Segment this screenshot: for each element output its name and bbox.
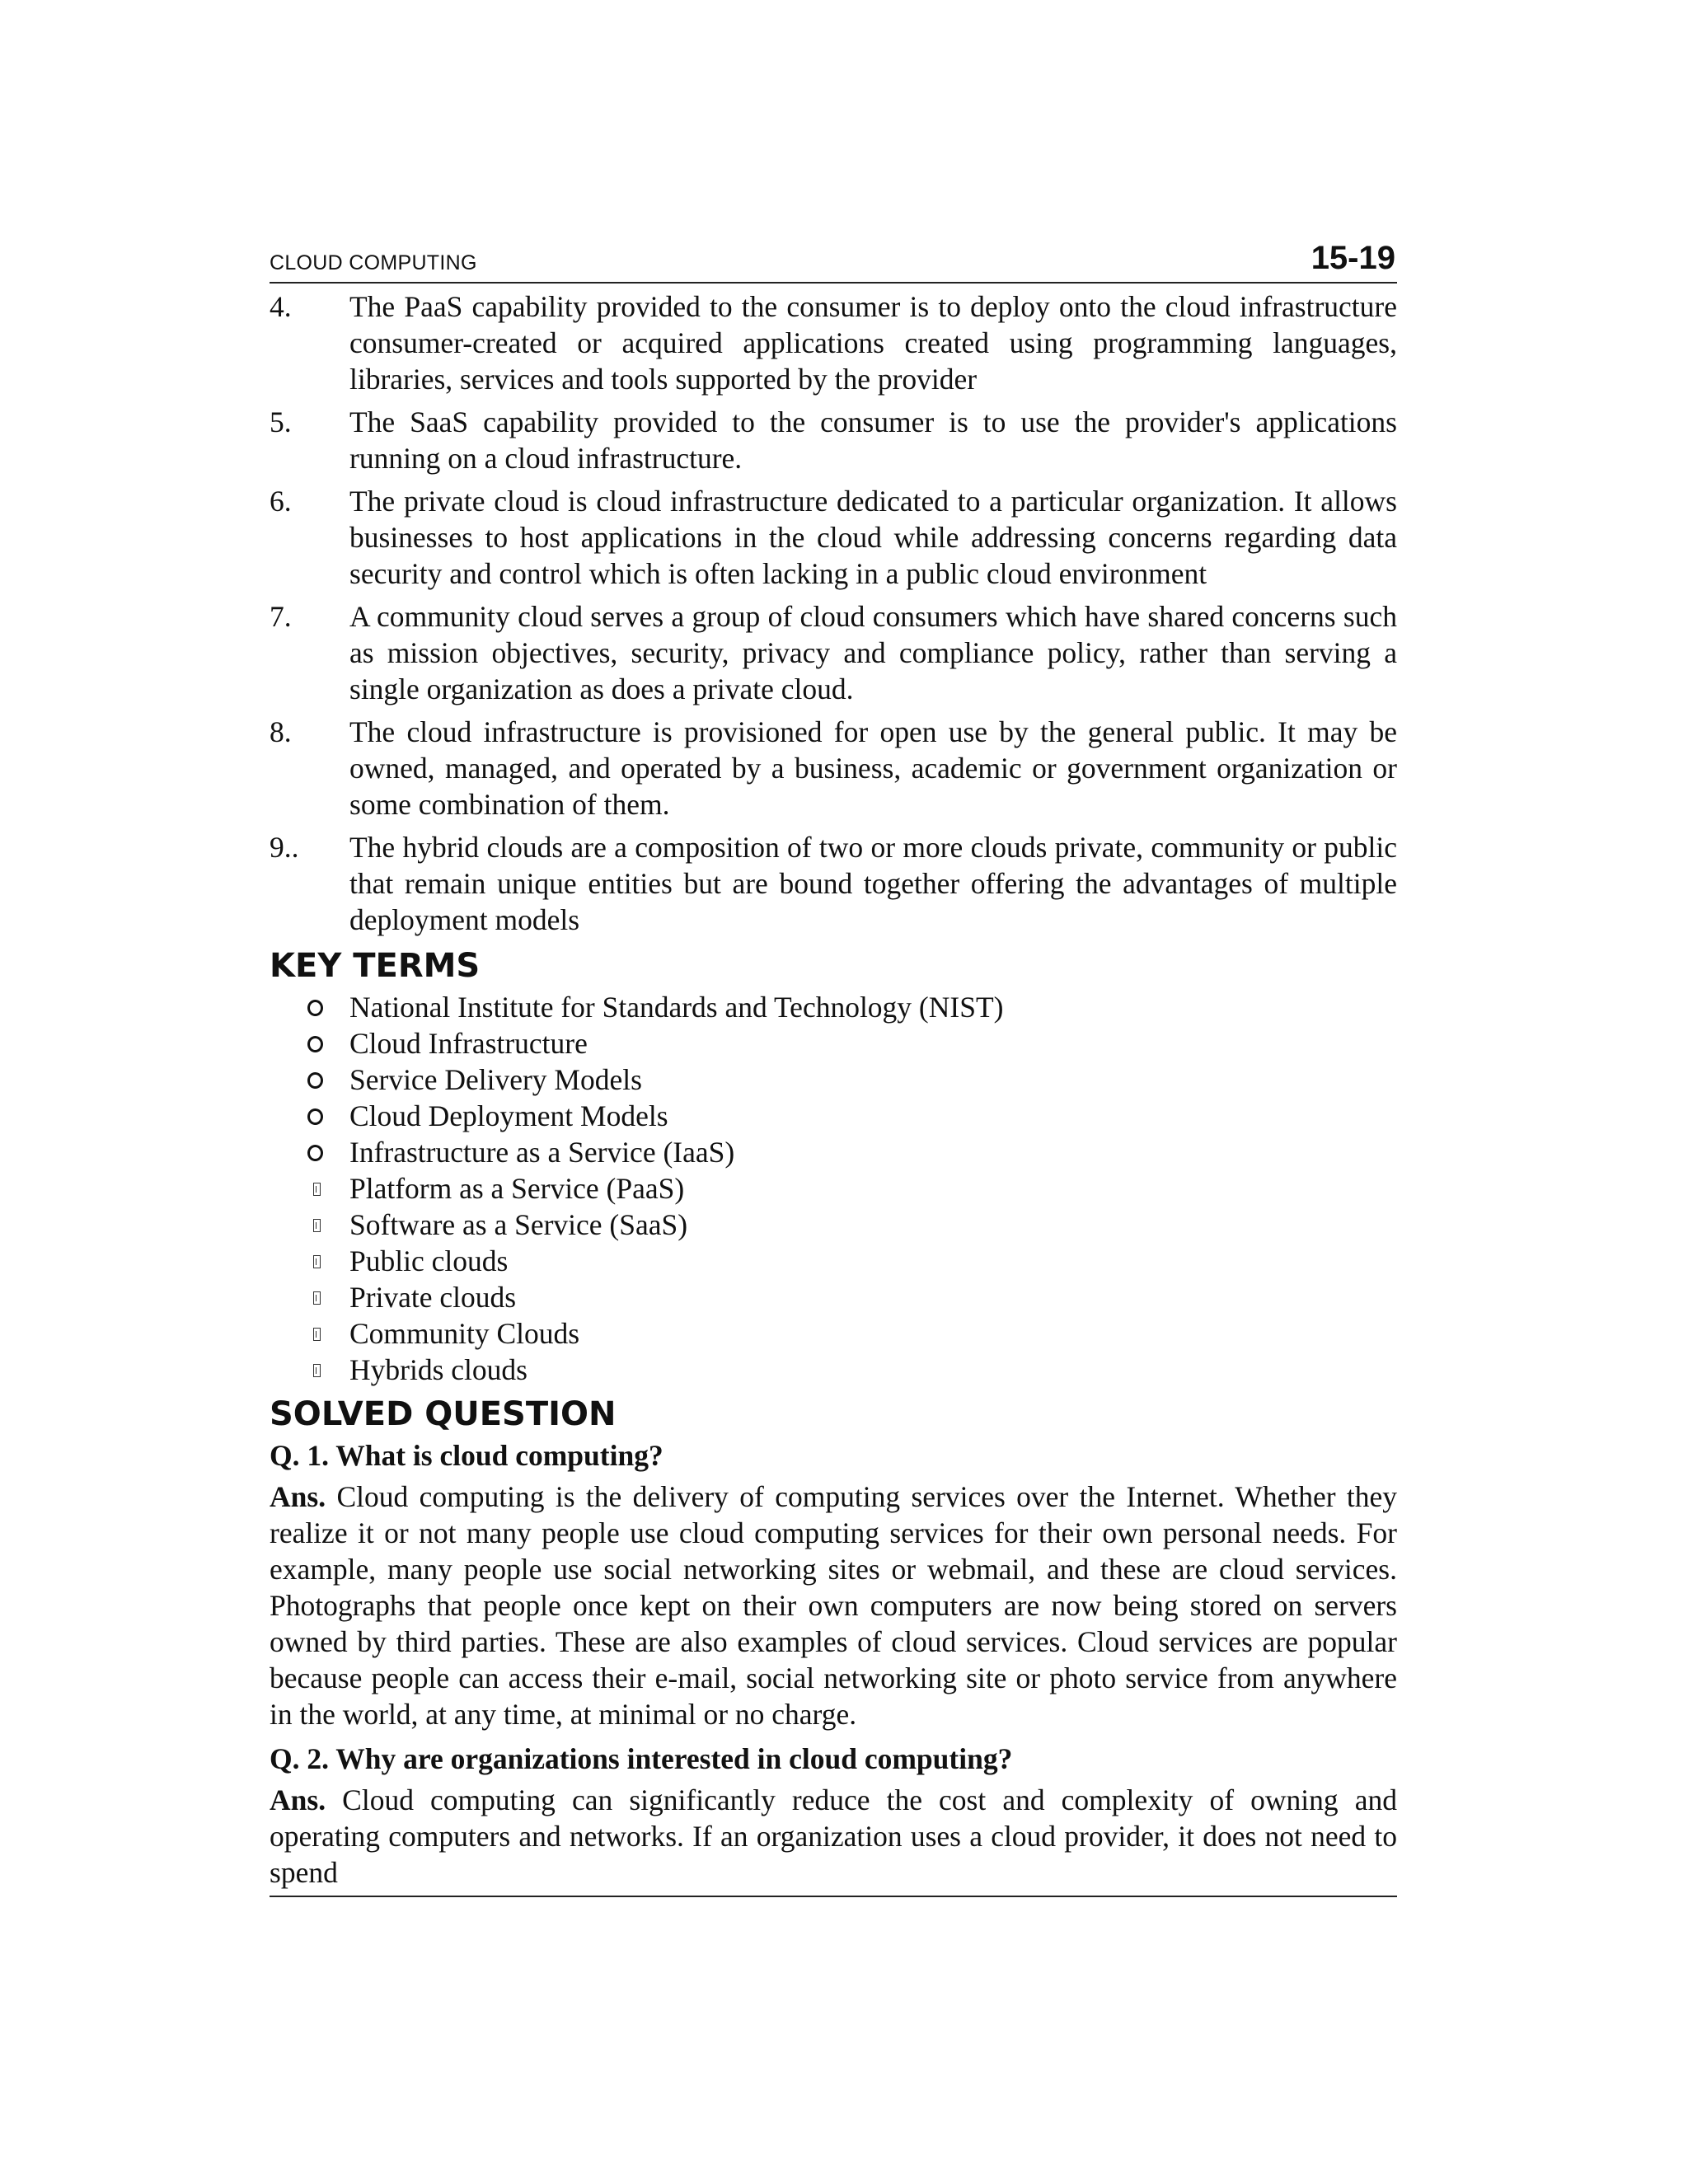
key-term-text: Community Clouds: [349, 1317, 580, 1350]
missing-glyph-icon: [313, 1328, 321, 1341]
key-term-text: National Institute for Standards and Technology (NIST): [349, 991, 1004, 1024]
item-text: The hybrid clouds are a composition of two or more clouds private, community or public that remain unique entities but are bound together offering the advantages of multiple deployment models: [349, 831, 1397, 936]
list-item: [270, 288, 1397, 397]
answer-paragraph: [270, 1782, 1397, 1891]
list-item: [270, 829, 1397, 938]
key-term-text: Software as a Service (SaaS): [349, 1208, 688, 1241]
key-term-item: [270, 1098, 1397, 1134]
book-page: [270, 239, 1397, 1897]
ring-bullet-icon: [307, 1145, 323, 1161]
missing-glyph-icon: [313, 1255, 321, 1268]
key-term-item: [270, 989, 1397, 1025]
item-number: 8.: [270, 715, 292, 748]
key-term-text: Infrastructure as a Service (IaaS): [349, 1136, 735, 1169]
footer-rule: [270, 1896, 1397, 1897]
page-body: [270, 288, 1397, 1891]
answer-label: Ans.: [270, 1480, 326, 1513]
key-term-item: [270, 1062, 1397, 1098]
key-term-text: Cloud Infrastructure: [349, 1027, 588, 1060]
solved-question-1: [270, 1437, 1397, 1732]
list-item: [270, 483, 1397, 592]
key-term-item: [270, 1207, 1397, 1243]
item-number: 6.: [270, 485, 292, 518]
key-term-item: [270, 1352, 1397, 1388]
list-item: [270, 404, 1397, 476]
item-text: A community cloud serves a group of cloud consumers which have shared concerns such as mission objectives, security, privacy and compliance policy, rather than serving a single organization as does a private cloud.: [349, 600, 1397, 705]
missing-glyph-icon: [313, 1183, 321, 1196]
item-text: The PaaS capability provided to the consumer is to deploy onto the cloud infrastructure consumer-created or acquired applications created using programming languages, libraries, services and tools supported by the provider: [349, 290, 1397, 396]
key-term-text: Service Delivery Models: [349, 1063, 642, 1096]
answer-label: Ans.: [270, 1783, 326, 1816]
key-term-item: [270, 1279, 1397, 1315]
item-text: The private cloud is cloud infrastructure dedicated to a particular organization. It allows businesses to host applications in the cloud while addressing concerns regarding data security and control which is often lacking in a public cloud environment: [349, 485, 1397, 590]
missing-glyph-icon: [313, 1219, 321, 1232]
answer-paragraph: [270, 1479, 1397, 1732]
key-terms-heading: KEY TERMS: [270, 947, 481, 985]
key-term-text: Hybrids clouds: [349, 1353, 528, 1386]
key-term-item: [270, 1134, 1397, 1170]
ring-bullet-icon: [307, 1072, 323, 1089]
ring-bullet-icon: [307, 1036, 323, 1052]
key-term-text: Platform as a Service (PaaS): [349, 1172, 685, 1205]
answer-text: Cloud computing is the delivery of computing services over the Internet. Whether they realize it or not many people use cloud computing services for their own personal needs. For example, many people use social networking sites or webmail, and these are cloud services. Photographs that people once kept on their own computers are now being stored on servers owned by third parties. These are also examples of cloud services. Cloud services are popular because people can access their e-mail, social networking site or photo service from anywhere in the world, at any time, at minimal or no charge.: [270, 1480, 1398, 1731]
key-term-item: [270, 1315, 1397, 1352]
item-number: 4.: [270, 290, 292, 323]
solved-question-heading: SOLVED QUESTION: [270, 1395, 617, 1433]
key-term-text: Private clouds: [349, 1281, 517, 1314]
item-number: 7.: [270, 600, 292, 633]
running-header: [270, 239, 1397, 284]
question-text: Q. 2. Why are organizations interested in cloud computing?: [270, 1742, 1013, 1775]
key-term-item: [270, 1170, 1397, 1207]
list-item: [270, 714, 1397, 823]
key-terms-list: [270, 989, 1397, 1388]
item-number: 9..: [270, 831, 299, 864]
missing-glyph-icon: [313, 1364, 321, 1377]
ring-bullet-icon: [307, 1108, 323, 1125]
answer-text: Cloud computing can significantly reduce the cost and complexity of owning and operating computers and networks. If an organization uses a cloud provider, it does not need to spend: [270, 1783, 1398, 1889]
item-number: 5.: [270, 405, 292, 438]
key-term-item: [270, 1025, 1397, 1062]
key-term-item: [270, 1243, 1397, 1279]
key-term-text: Public clouds: [349, 1244, 509, 1277]
item-text: The SaaS capability provided to the consumer is to use the provider's applications running on a cloud infrastructure.: [349, 405, 1397, 475]
key-term-text: Cloud Deployment Models: [349, 1099, 668, 1132]
solved-question-2: [270, 1741, 1397, 1891]
numbered-answers-list: [270, 288, 1397, 938]
ring-bullet-icon: [307, 1000, 323, 1016]
page-number: 15-19: [1311, 240, 1395, 276]
question-text: Q. 1. What is cloud computing?: [270, 1439, 663, 1472]
list-item: [270, 598, 1397, 707]
running-title: CLOUD COMPUTING: [270, 251, 477, 274]
missing-glyph-icon: [313, 1291, 321, 1305]
item-text: The cloud infrastructure is provisioned for open use by the general public. It may be owned, managed, and operated by a business, academic or government organization or some combination of them.: [349, 715, 1397, 821]
